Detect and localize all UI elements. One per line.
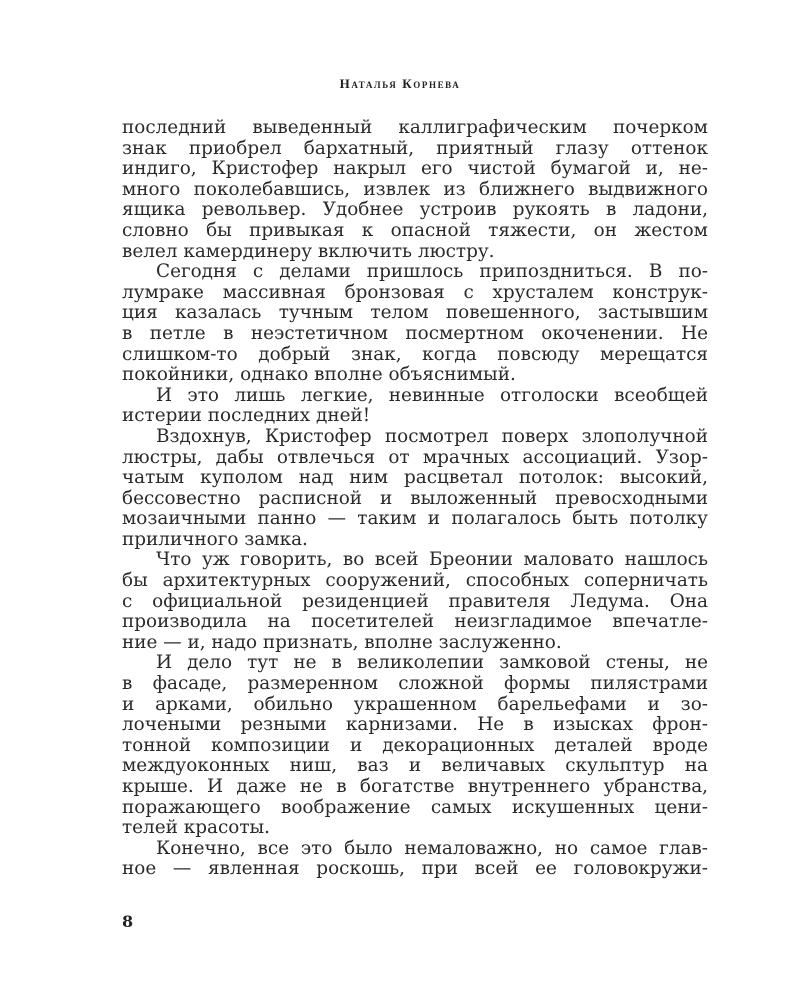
text-line: производила на посетителей неизгладимое впечатле-	[122, 611, 708, 633]
text-line: словно бы привыкая к опасной тяжести, он жестом	[122, 219, 708, 241]
text-line: Вздохнув, Кристофер посмотрел поверх злополучной	[156, 425, 708, 447]
text-line: Что уж говорить, во всей Бреонии маловато нашлось	[156, 549, 708, 571]
text-line: слишком-то добрый знак, когда повсюду мерещатся	[122, 343, 708, 365]
body-text	[122, 118, 708, 880]
text-line: лумраке массивная бронзовая с хрусталем конструк-	[122, 281, 708, 303]
text-line: крыше. И даже не в богатстве внутреннего убранства,	[122, 776, 708, 797]
text-line: ция казалась тучным телом повешенного, застывшим	[122, 302, 708, 324]
text-line: Конечно, все это было немаловажно, но самое глав-	[156, 837, 708, 859]
text-line: бы архитектурных сооружений, способных соперничать	[122, 570, 708, 592]
text-line: в фасаде, размеренном сложной формы пилястрами	[122, 673, 708, 695]
text-line: мозаичными панно — таким и полагалось быть потолку	[122, 508, 708, 530]
text-line: люстры, дабы отвлечься от мрачных ассоциаций. Узор-	[122, 446, 708, 468]
text-line: междуоконных ниш, ваз и величавых скульптур на	[122, 755, 708, 777]
text-line: истерии последних дней!	[122, 405, 371, 427]
text-line: тонной композиции и декорационных деталей вроде	[122, 734, 708, 756]
text-line: индиго, Кристофер накрыл его чистой бумагой и, не-	[122, 158, 708, 180]
text-line: и арками, обильно украшенном барельефами и зо-	[122, 693, 708, 715]
text-line: с официальной резиденцией правителя Ледума. Она	[122, 590, 708, 612]
text-line: телей красоты.	[122, 817, 270, 839]
text-line: Сегодня с делами пришлось припоздниться. В по-	[156, 261, 708, 283]
text-line: покойники, однако вполне объяснимый.	[122, 364, 516, 386]
page-number: 8	[122, 912, 134, 931]
text-line: знак приобрел бархатный, приятный глазу оттенок	[122, 137, 708, 159]
text-line: поражающего воображение самых искушенных цени-	[122, 796, 708, 818]
text-line: в петле в неэстетичном посмертном окоченении. Не	[122, 322, 708, 344]
text-line: последний выведенный каллиграфическим почерком	[122, 117, 708, 138]
text-line: И это лишь легкие, невинные отголоски всеобщей	[156, 384, 708, 406]
text-line: лочеными резными карнизами. Не в изысках фрон-	[122, 714, 708, 736]
running-head-author: Наталья Корнева	[339, 76, 461, 91]
text-line: ние — и, надо признать, вполне заслуженно.	[122, 631, 562, 653]
text-line: приличного замка.	[122, 528, 308, 550]
text-line: бессовестно расписной и выложенный превосходными	[122, 487, 708, 509]
text-line: ное — явленная роскошь, при всей ее головокружи-	[122, 858, 708, 880]
text-line: чатым куполом над ним расцветал потолок: высокий,	[122, 467, 708, 489]
text-line: И дело тут не в великолепии замковой стены, не	[156, 652, 708, 674]
text-line: ящика револьвер. Удобнее устроив рукоять в ладони,	[122, 199, 708, 221]
text-line: велел камердинеру включить люстру.	[122, 240, 495, 262]
text-line: много поколебавшись, извлек из ближнего выдвижного	[122, 178, 708, 200]
